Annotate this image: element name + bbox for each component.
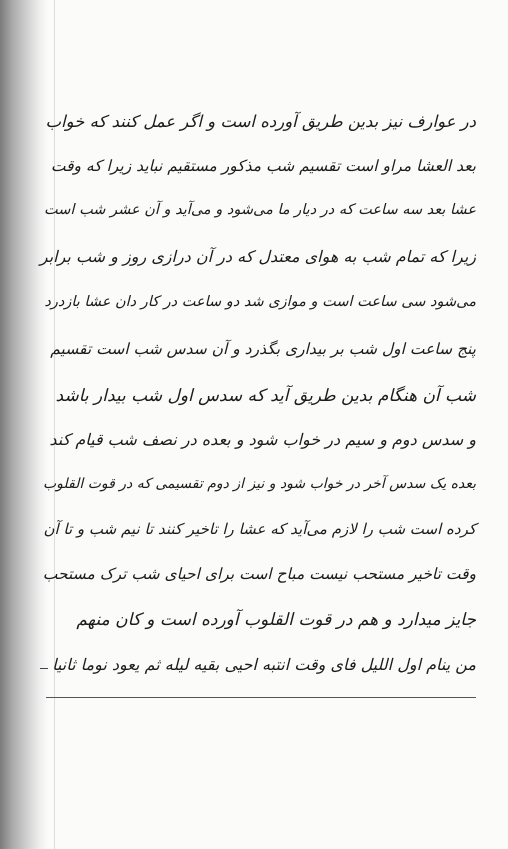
text-line: پنج ساعت اول شب بر بیداری بگذرد و آن سدس شب است تقسیم: [50, 340, 476, 358]
margin-mark: [40, 668, 48, 669]
text-line: در عوارف نیز بدین طریق آورده است و اگر عمل کنند که خواب: [45, 112, 476, 131]
text-line: من ینام اول اللیل فای وقت انتبه احیی بقیه لیله ثم یعود نوما ثانیا: [52, 655, 476, 674]
text-line: بعده یک سدس آخر در خواب شود و نیز از دوم تقسیمی که در قوت القلوب: [42, 476, 476, 492]
text-line: می‌شود سی ساعت است و موازی شد دو ساعت در کار دان عشا بازدرد: [44, 294, 476, 310]
binding-gutter: [0, 0, 48, 849]
text-line: کرده است شب را لازم می‌آید که عشا را تاخیر کنند تا نیم شب و تا آن: [43, 520, 476, 538]
text-line: بعد العشا مراو است تقسیم شب مذکور مستقیم نباید زیرا که وقت: [50, 157, 476, 175]
text-line: و سدس دوم و سیم در خواب شود و بعده در نصف شب قیام کند: [49, 430, 476, 449]
text-line: وقت تاخیر مستحب نیست مباح است برای احیای شب ترک مستحب: [42, 565, 476, 583]
text-line: شب آن هنگام بدین طریق آید که سدس اول شب بیدار باشد: [55, 386, 476, 406]
text-line: جایز میدارد و هم در قوت القلوب آورده است و کان منهم: [76, 610, 476, 630]
text-line: زیرا که تمام شب به هوای معتدل که در آن درازی روز و شب برابر: [39, 247, 476, 266]
text-line: عشا بعد سه ساعت که در دیار ما می‌شود و می‌آید و آن عشر شب است: [44, 202, 476, 218]
underline-rule: [46, 697, 476, 698]
